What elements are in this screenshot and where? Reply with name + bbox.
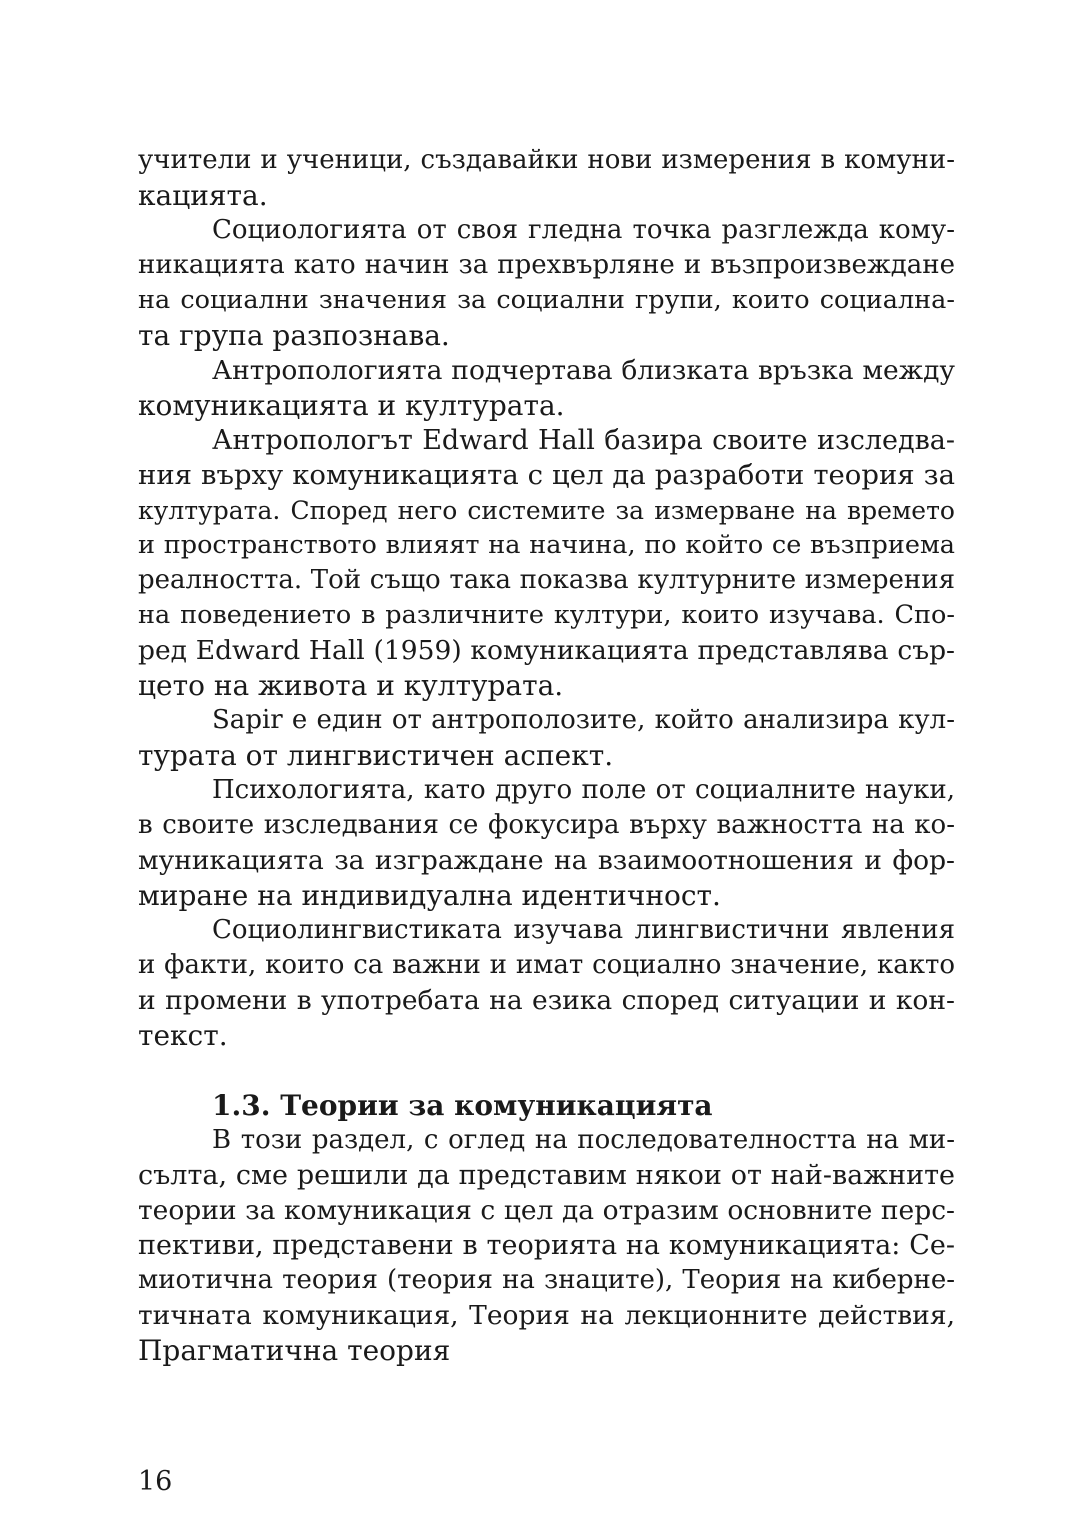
- text-line: миотична теория (теория на знаците), Теория на киберне-: [138, 1265, 955, 1295]
- text-line: Социолингвистиката изучава лингвистични явления: [212, 915, 955, 945]
- text-line: Антропологът Edward Hall базира своите изследва-: [212, 425, 955, 456]
- text-line: в своите изследвания се фокусира върху важността на ко-: [138, 810, 955, 840]
- text-line: кацията.: [138, 179, 268, 212]
- page-number: 16: [138, 1466, 173, 1497]
- paragraph: [138, 913, 955, 1053]
- section-spacer: [138, 1053, 955, 1088]
- paragraph: [138, 703, 955, 773]
- text-line: и факти, които са важни и имат социално значение, както: [138, 950, 955, 980]
- text-line: та група разпознава.: [138, 319, 450, 352]
- text-line: теории за комуникация с цел да отразим основните перс-: [138, 1195, 955, 1226]
- text-line: никацията като начин за прехвърляне и възпроизвеждане: [138, 250, 955, 280]
- text-line: Прагматична теория: [138, 1334, 451, 1367]
- text-line: Социологията от своя гледна точка разглежда кому-: [212, 215, 955, 245]
- text-line: Психологията, като друго поле от социалните науки,: [212, 775, 955, 805]
- text-line: и промени в употребата на езика според ситуации и кон-: [138, 985, 955, 1016]
- text-line: сълта, сме решили да представим някои от най-важните: [138, 1160, 955, 1191]
- paragraph: [138, 423, 955, 703]
- text-line: Sapir е един от антрополозите, който анализира кул-: [212, 705, 955, 735]
- text-line: учители и ученици, създавайки нови измерения в комуни-: [138, 145, 955, 175]
- paragraph: [138, 143, 955, 213]
- text-line: цето на живота и културата.: [138, 669, 564, 702]
- text-line: тичната комуникация, Теория на лекционните действия,: [138, 1300, 955, 1331]
- text-line: културата. Според него системите за измерване на времето: [138, 496, 955, 525]
- text-line: текст.: [138, 1019, 228, 1052]
- text-line: на поведението в различните култури, които изучава. Спо-: [138, 600, 955, 630]
- page-body: [138, 143, 955, 1368]
- section: [138, 1088, 955, 1368]
- paragraph: [138, 773, 955, 913]
- text-line: и пространството влияят на начина, по който се възприема: [138, 530, 955, 560]
- text-line: В този раздел, с оглед на последователността на ми-: [212, 1125, 955, 1155]
- section-heading: 1.3. Теории за комуникацията: [212, 1089, 713, 1122]
- text-line: ния върху комуникацията с цел да разработи теория за: [138, 459, 955, 491]
- text-line: ред Edward Hall (1959) комуникацията представлява сър-: [138, 635, 955, 666]
- text-line: миране на индивидуална идентичност.: [138, 879, 721, 912]
- text-line: комуникацията и културата.: [138, 389, 565, 422]
- text-line: на социални значения за социални групи, които социална-: [138, 285, 955, 315]
- paragraph: [138, 213, 955, 353]
- text-line: Антропологията подчертава близката връзка между: [212, 355, 955, 386]
- text-line: реалността. Той също така показва културните измерения: [138, 565, 955, 595]
- text-line: пективи, представени в теорията на комуникацията: Се-: [138, 1230, 955, 1261]
- text-line: турата от лингвистичен аспект.: [138, 739, 614, 772]
- paragraph: [138, 353, 955, 423]
- text-line: муникацията за изграждане на взаимоотношения и фор-: [138, 845, 955, 876]
